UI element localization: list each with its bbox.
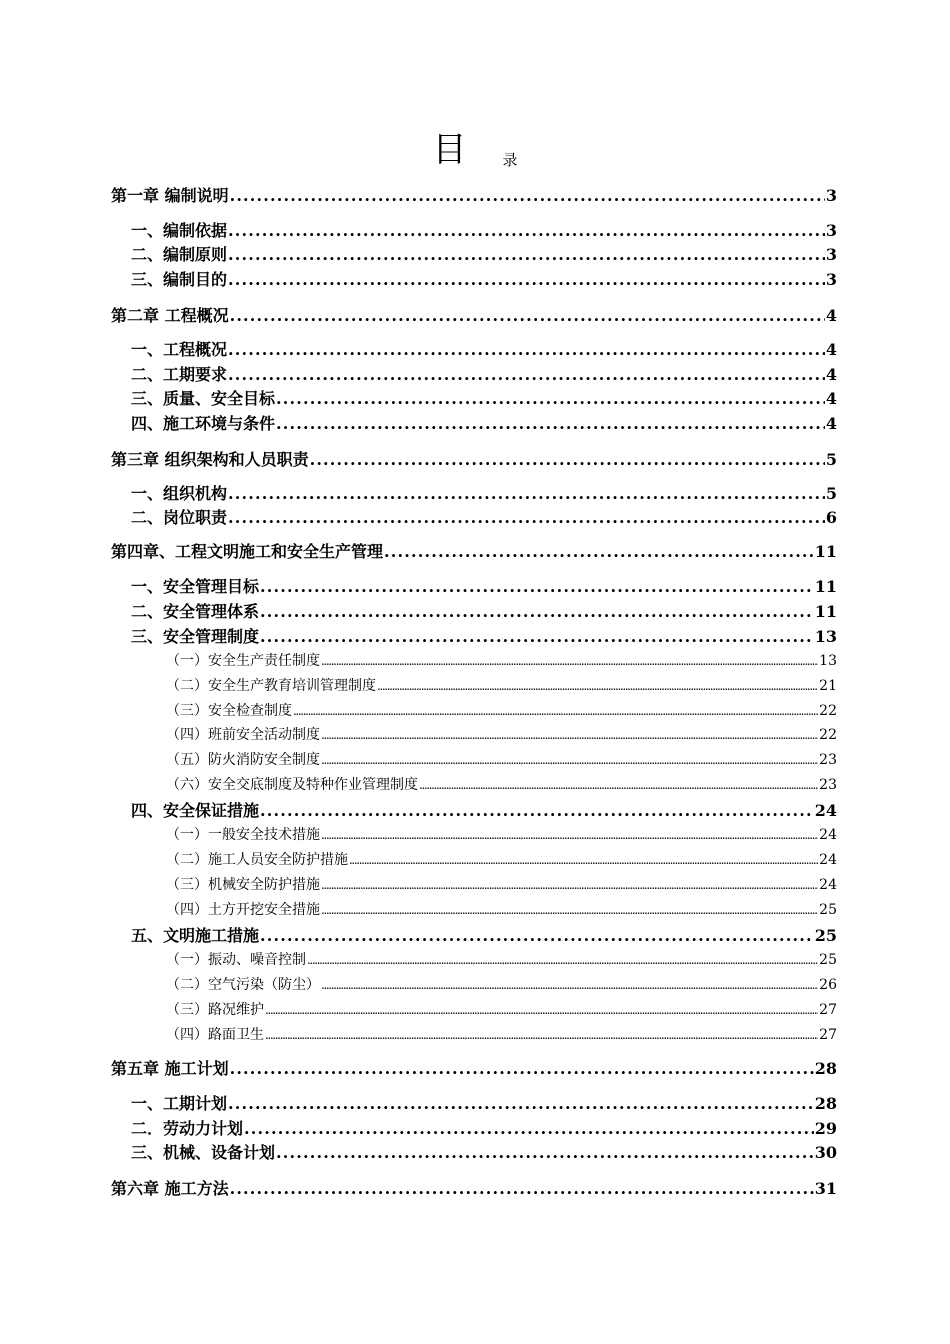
toc-dot-leader: [228, 244, 825, 266]
toc-dot-leader: [228, 507, 825, 529]
toc-dot-leader: [276, 413, 825, 435]
toc-dot-leader: [321, 725, 818, 745]
toc-entry-label: （三）机械安全防护措施: [166, 877, 320, 893]
toc-entry-label: 二、编制原则: [131, 245, 228, 264]
toc-dot-leader: [384, 541, 814, 563]
toc-entry-level-3[interactable]: [166, 950, 837, 970]
toc-entry-page-number: 29: [814, 1119, 837, 1138]
toc-entry-page-number: 3: [825, 186, 837, 205]
toc-entry-page-number: 31: [814, 1179, 837, 1198]
toc-entry-page-number: 3: [825, 221, 837, 240]
toc-dot-leader: [260, 626, 814, 648]
toc-entry-level-3[interactable]: [166, 725, 837, 745]
toc-entry-label: 二．劳动力计划: [131, 1119, 244, 1138]
toc-entry-page-number: 6: [825, 508, 837, 527]
toc-dot-leader: [321, 900, 818, 920]
toc-entry-page-number: 4: [825, 340, 837, 359]
toc-dot-leader: [321, 875, 818, 895]
toc-entry-page-number: 11: [814, 577, 837, 596]
toc-dot-leader: [260, 925, 814, 947]
toc-entry-page-number: 27: [819, 1027, 837, 1043]
toc-entry-page-number: 23: [819, 777, 837, 793]
toc-entry-page-number: 24: [814, 801, 837, 820]
toc-entry-level-2[interactable]: [131, 413, 837, 435]
toc-entry-label: 一、工期计划: [131, 1094, 228, 1113]
toc-dot-leader: [321, 750, 818, 770]
toc-entry-label: （四）土方开挖安全措施: [166, 902, 320, 918]
toc-dot-leader: [265, 1000, 818, 1020]
toc-entry-level-1[interactable]: [111, 305, 837, 327]
toc-entry-page-number: 30: [814, 1143, 837, 1162]
toc-entry-page-number: 28: [814, 1094, 837, 1113]
toc-entry-page-number: 5: [825, 450, 837, 469]
toc-entry-level-2[interactable]: [131, 1118, 837, 1140]
toc-entry-page-number: 25: [814, 926, 837, 945]
toc-entry-page-number: 3: [825, 245, 837, 264]
toc-entry-level-2[interactable]: [131, 1142, 837, 1164]
title-sub: 录: [502, 151, 518, 169]
toc-entry-label: 三、编制目的: [131, 270, 228, 289]
toc-entry-page-number: 25: [819, 902, 837, 918]
toc-entry-level-3[interactable]: [166, 651, 837, 671]
toc-entry-label: （二）施工人员安全防护措施: [166, 852, 348, 868]
toc-entry-label: 三、机械、设备计划: [131, 1143, 276, 1162]
toc-entry-label: （一）一般安全技术措施: [166, 827, 320, 843]
toc-entry-label: 五、文明施工措施: [131, 926, 260, 945]
toc-dot-leader: [276, 388, 825, 410]
toc-entry-level-3[interactable]: [166, 1025, 837, 1045]
toc-entry-level-2[interactable]: [131, 220, 837, 242]
toc-entry-page-number: 13: [819, 653, 837, 669]
toc-entry-level-1[interactable]: [111, 1178, 837, 1200]
toc-dot-leader: [321, 651, 818, 671]
toc-entry-level-1[interactable]: [111, 185, 837, 207]
toc-dot-leader: [228, 220, 825, 242]
toc-dot-leader: [419, 775, 818, 795]
toc-entry-page-number: 3: [825, 270, 837, 289]
toc-entry-page-number: 24: [819, 852, 837, 868]
toc-entry-page-number: 11: [814, 602, 837, 621]
toc-entry-page-number: 25: [819, 952, 837, 968]
title-main: 目: [432, 130, 467, 170]
toc-dot-leader: [228, 269, 825, 291]
toc-entry-level-3[interactable]: [166, 975, 837, 995]
toc-entry-page-number: 4: [825, 365, 837, 384]
toc-entry-page-number: 11: [814, 542, 837, 561]
toc-entry-level-2[interactable]: [131, 800, 837, 822]
toc-entry-page-number: 27: [819, 1002, 837, 1018]
toc-entry-page-number: 22: [819, 727, 837, 743]
toc-entry-label: （三）路况维护: [166, 1002, 264, 1018]
toc-entry-page-number: 24: [819, 877, 837, 893]
toc-entry-level-3[interactable]: [166, 701, 837, 721]
toc-dot-leader: [228, 483, 825, 505]
toc-entry-label: 一、安全管理目标: [131, 577, 260, 596]
toc-dot-leader: [228, 1093, 814, 1115]
toc-entry-label: （四）班前安全活动制度: [166, 727, 320, 743]
toc-entry-page-number: 24: [819, 827, 837, 843]
toc-dot-leader: [230, 1178, 814, 1200]
toc-entry-label: 第四章、工程文明施工和安全生产管理: [111, 542, 384, 561]
toc-entry-page-number: 22: [819, 703, 837, 719]
toc-entry-label: 一、编制依据: [131, 221, 228, 240]
toc-entry-level-2[interactable]: [131, 576, 837, 598]
toc-entry-level-2[interactable]: [131, 925, 837, 947]
toc-entry-label: 第一章 编制说明: [111, 186, 229, 205]
toc-entry-label: （四）路面卫生: [166, 1027, 264, 1043]
toc-entry-label: 二、工期要求: [131, 365, 228, 384]
toc-dot-leader: [276, 1142, 814, 1164]
toc-dot-leader: [260, 800, 814, 822]
toc-entry-level-3[interactable]: [166, 750, 837, 770]
toc-entry-label: 三、安全管理制度: [131, 627, 260, 646]
toc-entry-level-3[interactable]: [166, 775, 837, 795]
toc-dot-leader: [230, 185, 825, 207]
toc-entry-label: 四、安全保证措施: [131, 801, 260, 820]
toc-entry-level-3[interactable]: [166, 825, 837, 845]
toc-entry-label: 二、岗位职责: [131, 508, 228, 527]
toc-dot-leader: [230, 1058, 814, 1080]
toc-entry-level-2[interactable]: [131, 507, 837, 529]
toc-entry-level-2[interactable]: [131, 626, 837, 648]
toc-entry-level-3[interactable]: [166, 850, 837, 870]
toc-entry-level-2[interactable]: [131, 269, 837, 291]
toc-entry-label: 一、组织机构: [131, 484, 228, 503]
toc-entry-level-3[interactable]: [166, 875, 837, 895]
toc-entry-level-2[interactable]: [131, 483, 837, 505]
toc-entry-label: 第六章 施工方法: [111, 1179, 229, 1198]
toc-entry-page-number: 21: [819, 678, 837, 694]
toc-entry-page-number: 13: [814, 627, 837, 646]
toc-entry-level-3[interactable]: [166, 900, 837, 920]
toc-entry-label: （六）安全交底制度及特种作业管理制度: [166, 777, 418, 793]
toc-entry-label: （一）振动、噪音控制: [166, 952, 306, 968]
toc-entry-label: （二）安全生产教育培训管理制度: [166, 678, 376, 694]
toc-entry-label: （一）安全生产责任制度: [166, 653, 320, 669]
toc-entry-label: 二、安全管理体系: [131, 602, 260, 621]
toc-entry-level-3[interactable]: [166, 676, 837, 696]
toc-dot-leader: [230, 305, 825, 327]
toc-entry-label: （二）空气污染（防尘）: [166, 977, 320, 993]
toc-entry-page-number: 4: [825, 414, 837, 433]
toc-entry-level-2[interactable]: [131, 339, 837, 361]
toc-entry-level-2[interactable]: [131, 1093, 837, 1115]
toc-entry-label: （三）安全检查制度: [166, 703, 292, 719]
toc-entry-label: 第三章 组织架构和人员职责: [111, 450, 309, 469]
toc-entry-level-2[interactable]: [131, 244, 837, 266]
toc-dot-leader: [260, 601, 814, 623]
toc-dot-leader: [321, 825, 818, 845]
toc-dot-leader: [377, 676, 818, 696]
toc-dot-leader: [321, 975, 818, 995]
toc-entry-label: 三、质量、安全目标: [131, 389, 276, 408]
toc-dot-leader: [244, 1118, 814, 1140]
toc-entry-page-number: 26: [819, 977, 837, 993]
toc-entry-label: 第五章 施工计划: [111, 1059, 229, 1078]
toc-entry-level-2[interactable]: [131, 364, 837, 386]
toc-entry-label: （五）防火消防安全制度: [166, 752, 320, 768]
toc-entry-page-number: 28: [814, 1059, 837, 1078]
toc-dot-leader: [310, 449, 825, 471]
toc-entry-label: 四、施工环境与条件: [131, 414, 276, 433]
toc-dot-leader: [307, 950, 818, 970]
toc-entry-page-number: 23: [819, 752, 837, 768]
toc-entry-page-number: 4: [825, 306, 837, 325]
toc-entry-level-2[interactable]: [131, 388, 837, 410]
toc-entry-label: 第二章 工程概况: [111, 306, 229, 325]
toc-entry-level-2[interactable]: [131, 601, 837, 623]
toc-entry-level-1[interactable]: [111, 449, 837, 471]
toc-dot-leader: [293, 701, 818, 721]
toc-entry-level-1[interactable]: [111, 1058, 837, 1080]
toc-entry-page-number: 5: [825, 484, 837, 503]
toc-entry-page-number: 4: [825, 389, 837, 408]
toc-dot-leader: [349, 850, 818, 870]
toc-dot-leader: [265, 1025, 818, 1045]
toc-dot-leader: [228, 364, 825, 386]
toc-entry-level-1[interactable]: [111, 541, 837, 563]
toc-entry-level-3[interactable]: [166, 1000, 837, 1020]
toc-dot-leader: [260, 576, 814, 598]
toc-entry-label: 一、工程概况: [131, 340, 228, 359]
toc-dot-leader: [228, 339, 825, 361]
